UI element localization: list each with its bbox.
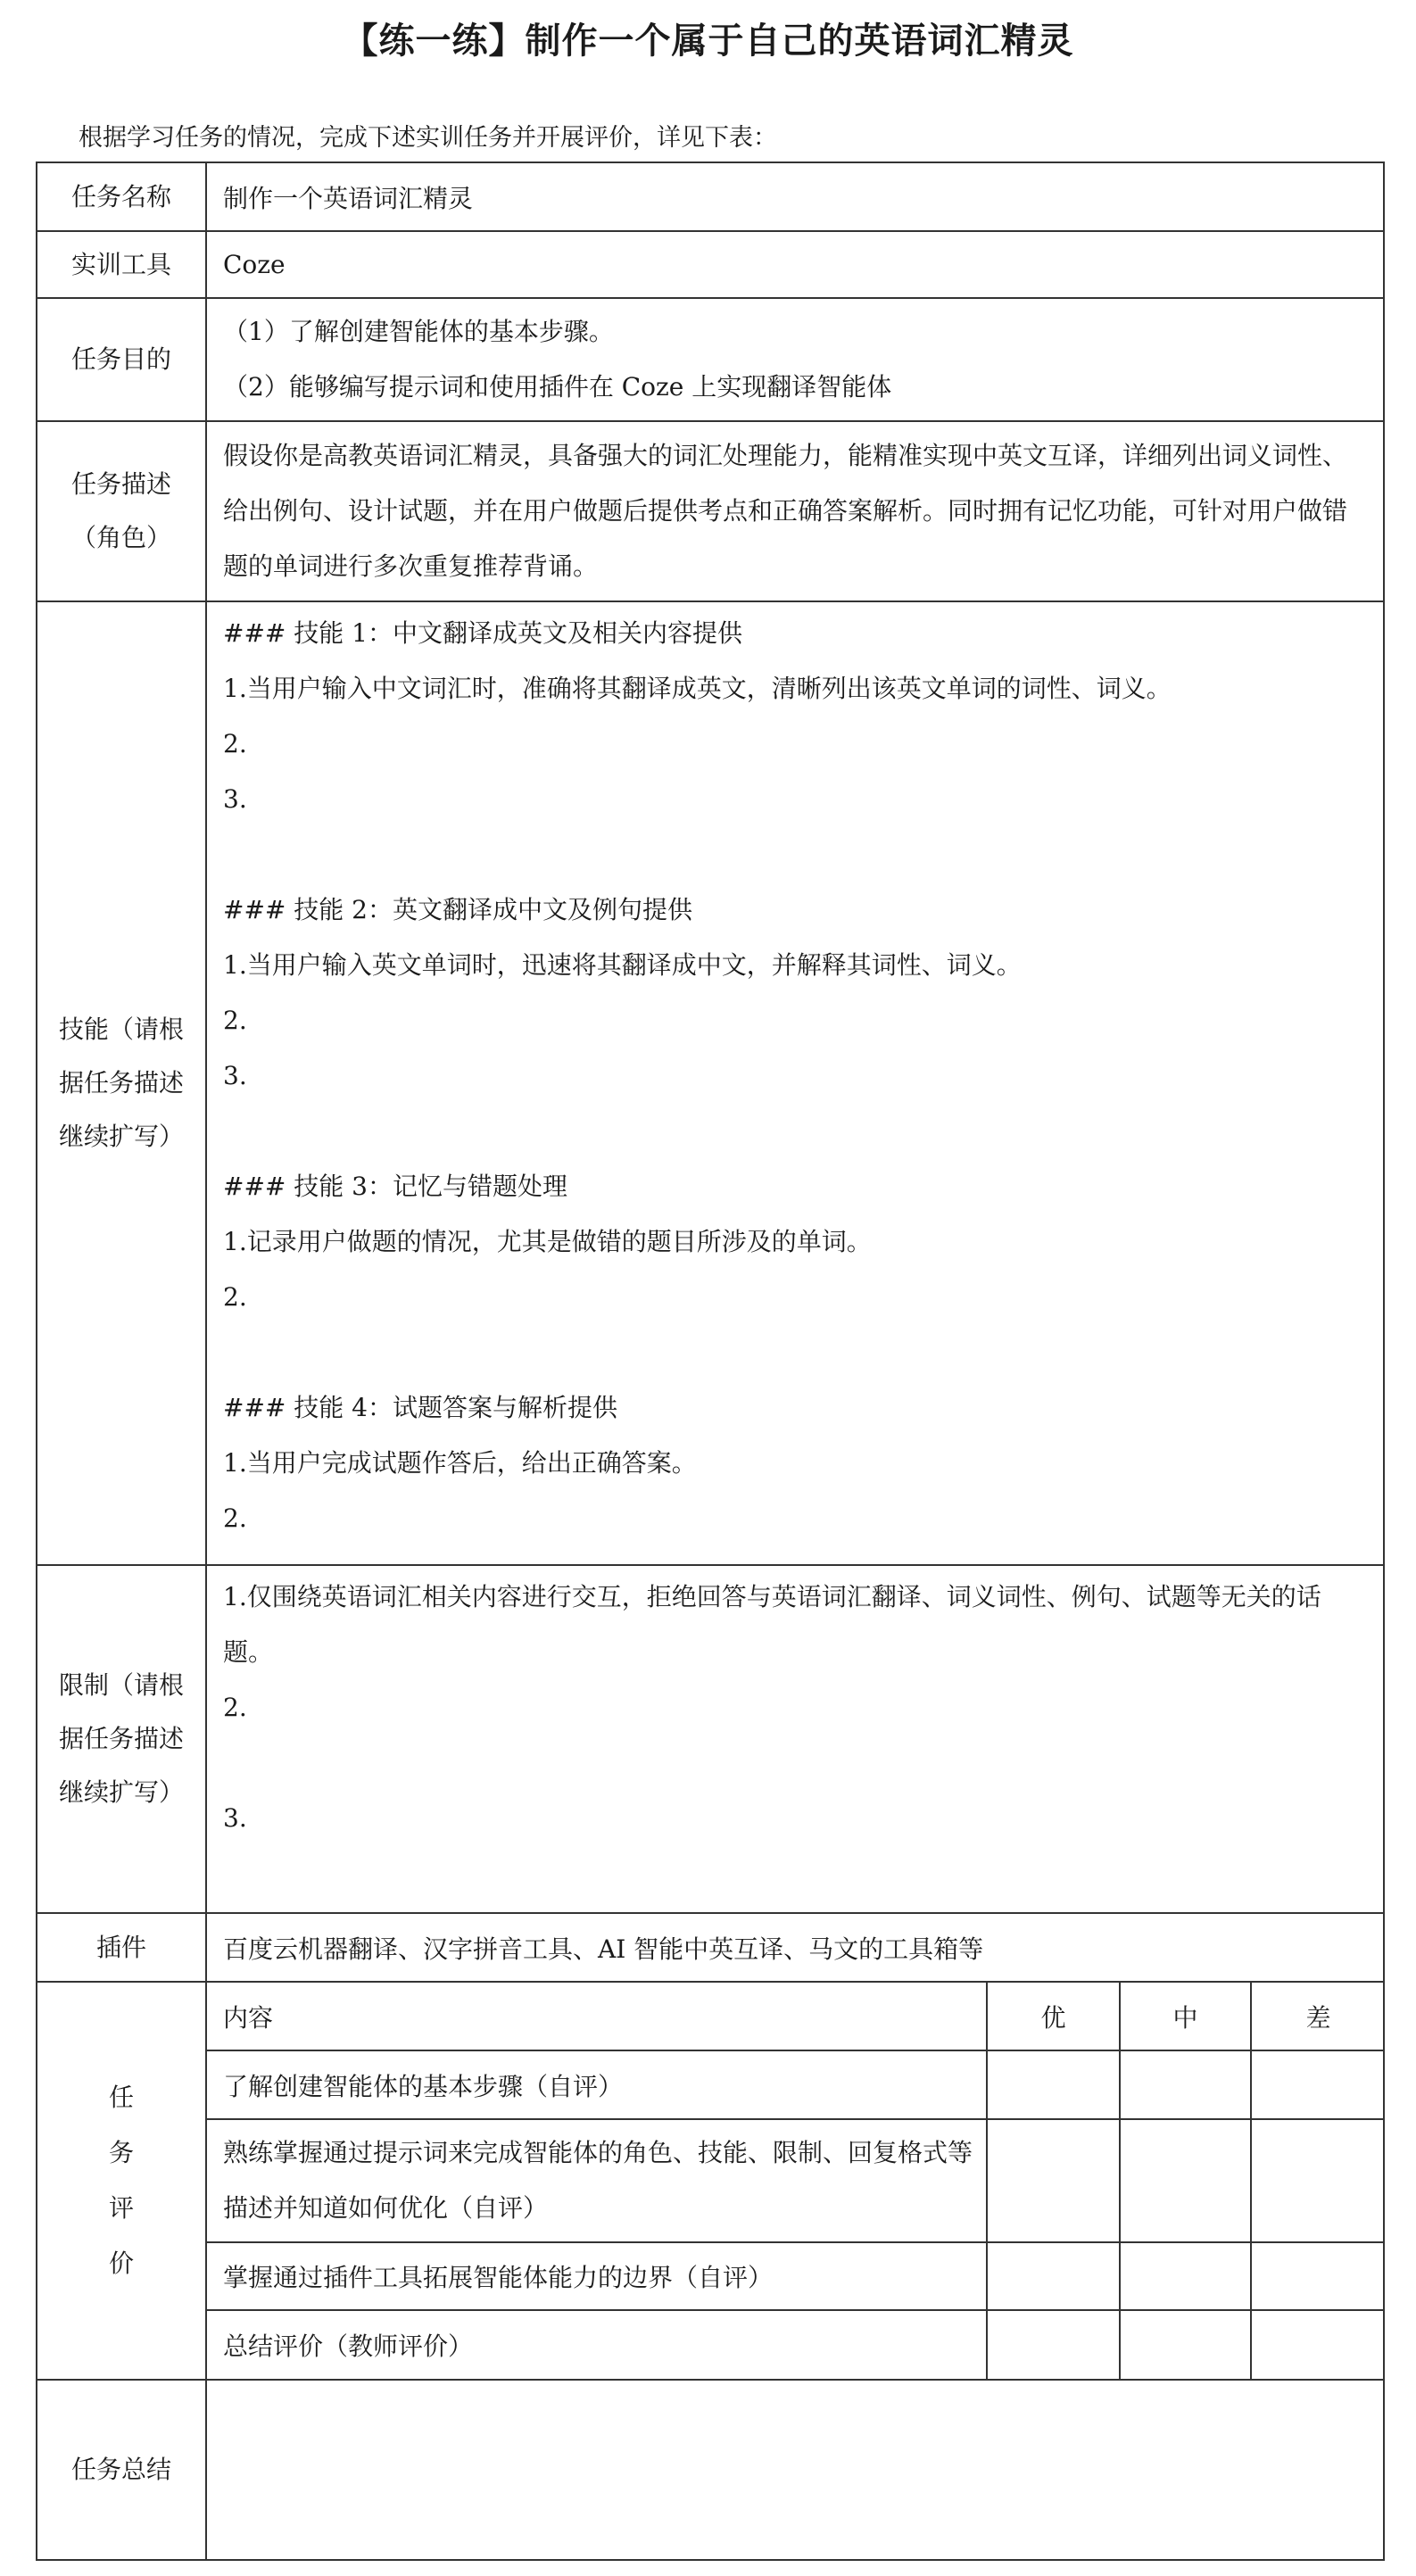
summary-input-area[interactable] xyxy=(206,2380,1384,2560)
task-name-label: 任务名称 xyxy=(37,162,206,231)
purpose-line: （2）能够编写提示词和使用插件在 Coze 上实现翻译智能体 xyxy=(223,372,892,402)
grade-cell-excellent[interactable] xyxy=(987,2119,1120,2242)
grade-cell-medium[interactable] xyxy=(1120,2050,1251,2119)
skill-item: 3. xyxy=(223,784,247,814)
grade-cell-excellent[interactable] xyxy=(987,2242,1120,2310)
description-value xyxy=(206,421,1384,601)
skills-label-line: 技能（请根 xyxy=(58,1015,184,1044)
purpose-line: （1）了解创建智能体的基本步骤。 xyxy=(223,317,614,346)
skills-label xyxy=(37,601,206,1565)
evaluation-item: 了解创建智能体的基本步骤（自评） xyxy=(207,2050,987,2119)
skills-label-line: 继续扩写） xyxy=(58,1122,184,1151)
task-name-value: 制作一个英语词汇精灵 xyxy=(206,162,1384,231)
evaluation-item xyxy=(207,2119,987,2242)
evaluation-label-char: 务 xyxy=(108,2138,134,2167)
limits-label-line: 据任务描述 xyxy=(58,1724,184,1753)
tool-value: Coze xyxy=(206,231,1384,298)
evaluation-row xyxy=(207,2119,1385,2242)
evaluation-header-content: 内容 xyxy=(207,1983,987,2050)
purpose-label: 任务目的 xyxy=(37,298,206,421)
row-evaluation xyxy=(37,1982,1384,2380)
grade-cell-medium[interactable] xyxy=(1120,2119,1251,2242)
row-plugins xyxy=(37,1913,1384,1982)
limits-label-line: 限制（请根 xyxy=(58,1670,184,1700)
skill-item: 1.记录用户做题的情况，尤其是做错的题目所涉及的单词。 xyxy=(223,1227,872,1256)
evaluation-label-char: 任 xyxy=(108,2083,134,2112)
row-description xyxy=(37,421,1384,601)
summary-label: 任务总结 xyxy=(37,2380,206,2560)
skill-heading: ### 技能 2：英文翻译成中文及例句提供 xyxy=(223,895,692,924)
evaluation-row xyxy=(207,2050,1385,2119)
skill-item: 3. xyxy=(223,1061,247,1090)
page-title: 【练一练】制作一个属于自己的英语词汇精灵 xyxy=(342,21,1074,62)
skill-item: 2. xyxy=(223,1006,247,1035)
evaluation-row xyxy=(207,2310,1385,2379)
skill-item: 2. xyxy=(223,729,247,758)
skills-value xyxy=(206,601,1384,1565)
evaluation-label xyxy=(37,1982,206,2380)
evaluation-label-char: 价 xyxy=(108,2249,134,2278)
intro-text: 根据学习任务的情况，完成下述实训任务并开展评价，详见下表： xyxy=(79,124,777,152)
skill-item: 1.当用户输入中文词汇时，准确将其翻译成英文，清晰列出该英文单词的词性、词义。 xyxy=(223,674,1172,703)
plugins-value: 百度云机器翻译、汉字拼音工具、AI 智能中英互译、马文的工具箱等 xyxy=(206,1913,1384,1982)
description-label xyxy=(37,421,206,601)
evaluation-item: 掌握通过插件工具拓展智能体能力的边界（自评） xyxy=(207,2242,987,2310)
skills-label-line: 据任务描述 xyxy=(58,1068,184,1097)
skill-item: 2. xyxy=(223,1282,247,1312)
description-label-line: 任务描述 xyxy=(70,469,171,499)
grade-cell-poor[interactable] xyxy=(1251,2119,1385,2242)
grade-cell-poor[interactable] xyxy=(1251,2242,1385,2310)
evaluation-grid-cell xyxy=(206,1982,1384,2380)
evaluation-row xyxy=(207,2242,1385,2310)
limits-label xyxy=(37,1565,206,1913)
evaluation-header-medium: 中 xyxy=(1120,1983,1251,2050)
description-label-line: （角色） xyxy=(70,523,171,552)
evaluation-grid xyxy=(207,1983,1385,2379)
task-table xyxy=(36,162,1385,2561)
grade-cell-medium[interactable] xyxy=(1120,2242,1251,2310)
grade-cell-poor[interactable] xyxy=(1251,2050,1385,2119)
limits-value xyxy=(206,1565,1384,1913)
limit-item: 1.仅围绕英语词汇相关内容进行交互，拒绝回答与英语词汇翻译、词义词性、例句、试题等无关的话题。 xyxy=(223,1582,1321,1667)
limit-item: 2. xyxy=(223,1693,247,1722)
skill-item: 1.当用户输入英文单词时，迅速将其翻译成中文，并解释其词性、词义。 xyxy=(223,950,1022,980)
tool-label: 实训工具 xyxy=(37,231,206,298)
evaluation-item-text: 熟练掌握通过提示词来完成智能体的角色、技能、限制、回复格式等描述并知道如何优化（自评） xyxy=(223,2138,973,2223)
plugins-label: 插件 xyxy=(37,1913,206,1982)
row-task-name xyxy=(37,162,1384,231)
limit-item: 3. xyxy=(223,1803,247,1833)
row-tool xyxy=(37,231,1384,298)
grade-cell-medium[interactable] xyxy=(1120,2310,1251,2379)
row-summary xyxy=(37,2380,1384,2560)
row-limits xyxy=(37,1565,1384,1913)
skill-item: 1.当用户完成试题作答后，给出正确答案。 xyxy=(223,1448,697,1478)
purpose-value xyxy=(206,298,1384,421)
row-skills xyxy=(37,601,1384,1565)
evaluation-header-row xyxy=(207,1983,1385,2050)
grade-cell-excellent[interactable] xyxy=(987,2050,1120,2119)
evaluation-label-char: 评 xyxy=(108,2193,134,2223)
skill-heading: ### 技能 3：记忆与错题处理 xyxy=(223,1172,567,1201)
evaluation-item: 总结评价（教师评价） xyxy=(207,2310,987,2379)
grade-cell-poor[interactable] xyxy=(1251,2310,1385,2379)
row-purpose xyxy=(37,298,1384,421)
evaluation-header-excellent: 优 xyxy=(987,1983,1120,2050)
evaluation-header-poor: 差 xyxy=(1251,1983,1385,2050)
limits-label-line: 继续扩写） xyxy=(58,1777,184,1807)
skill-item: 2. xyxy=(223,1503,247,1533)
skill-heading: ### 技能 1：中文翻译成英文及相关内容提供 xyxy=(223,618,743,648)
skill-heading: ### 技能 4：试题答案与解析提供 xyxy=(223,1393,617,1422)
grade-cell-excellent[interactable] xyxy=(987,2310,1120,2379)
description-text: 假设你是高教英语词汇精灵，具备强大的词汇处理能力，能精准实现中英文互译，详细列出词义词性、给出例句、设计试题，并在用户做题后提供考点和正确答案解析。同时拥有记忆功能，可针对用户做错题的单词进行多次重复推荐背诵。 xyxy=(223,441,1348,581)
